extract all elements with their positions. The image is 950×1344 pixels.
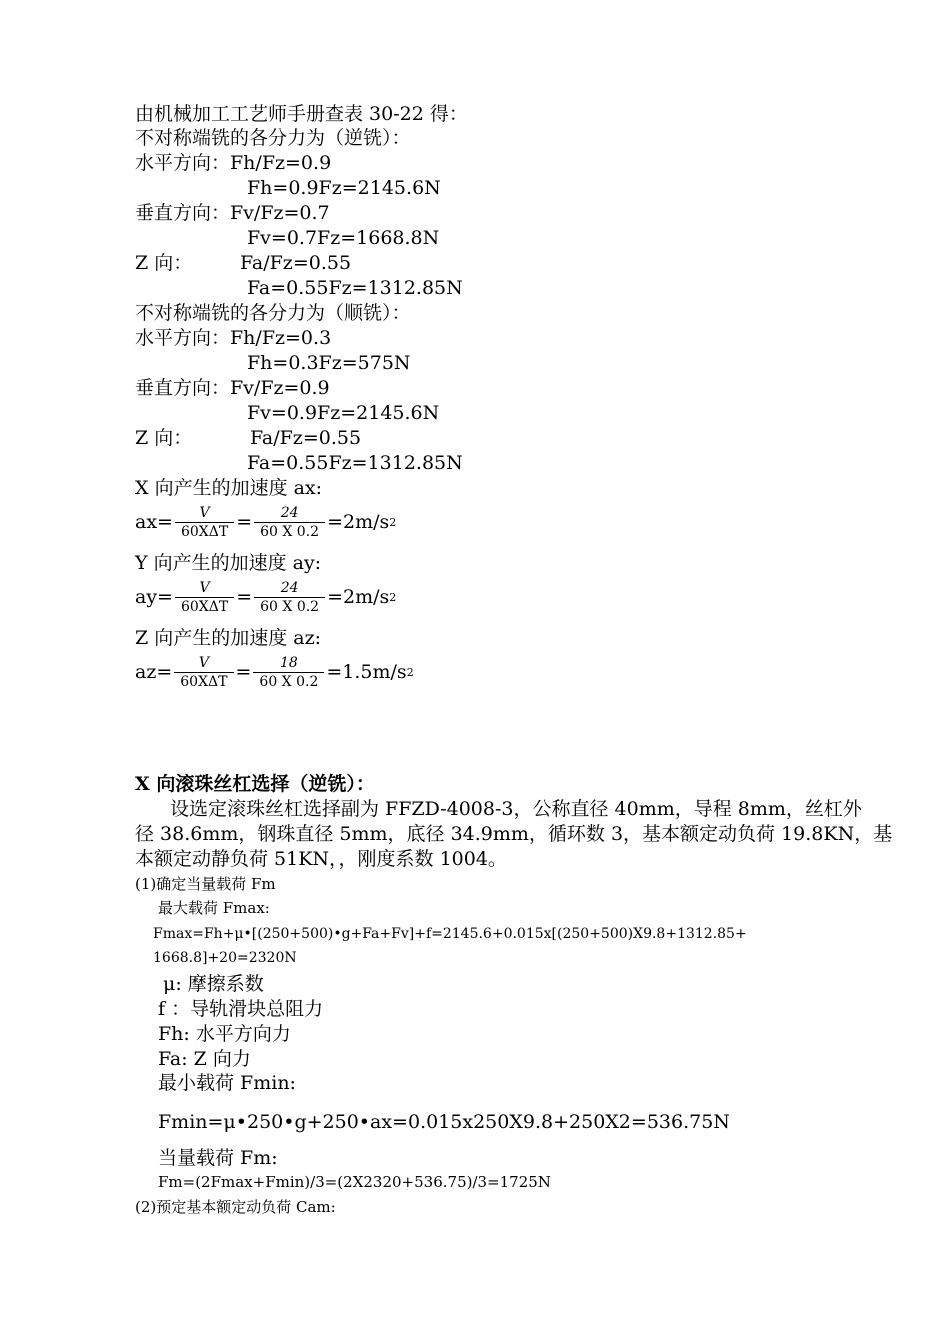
- text-line: 最小载荷 Fmin:: [158, 1072, 296, 1094]
- text-line: Fv=0.9Fz=2145.6N: [247, 402, 440, 424]
- eq-sign: =: [236, 586, 253, 608]
- formula-line: Fmax=Fh+μ•[(250+500)•g+Fa+Fv]+f=2145.6+0.015x[(250+500)X9.8+1312.85+: [153, 926, 747, 942]
- subsection-title: (2)预定基本额定动负荷 Cam:: [135, 1198, 336, 1216]
- text-line: Z 向：: [135, 252, 193, 274]
- formula-line: 1668.8]+20=2320N: [153, 950, 297, 966]
- equation-ay: [135, 573, 396, 621]
- paragraph-line: 本额定动静负荷 51KN，，刚度系数 1004。: [135, 848, 507, 870]
- exponent: 2: [389, 590, 397, 604]
- numerator: V: [175, 505, 234, 523]
- text-line: Fh=0.9Fz=2145.6N: [247, 177, 441, 199]
- numerator: 18: [253, 655, 324, 673]
- numerator: V: [174, 655, 233, 673]
- text-line: Fa=0.55Fz=1312.85N: [247, 452, 463, 474]
- eq-lhs: ay=: [135, 586, 173, 608]
- section-heading: X 向滚珠丝杠选择（逆铣）：: [135, 773, 375, 795]
- paragraph-line: 设选定滚珠丝杠选择副为 FFZD-4008-3，公称直径 40mm，导程 8mm，丝杠外: [170, 798, 862, 820]
- text-line: 垂直方向：Fv/Fz=0.9: [135, 377, 330, 399]
- eq-sign: =: [235, 661, 252, 683]
- fraction: [174, 655, 233, 690]
- fraction: [254, 580, 325, 615]
- denominator: 60XΔT: [180, 673, 228, 690]
- text-line: 水平方向：Fh/Fz=0.3: [135, 327, 332, 349]
- numerator: 24: [254, 505, 325, 523]
- fraction: [253, 655, 324, 690]
- text-line: Fh=0.3Fz=575N: [247, 352, 411, 374]
- text-line: Z 向产生的加速度 az:: [135, 627, 322, 649]
- exponent: 2: [389, 515, 397, 529]
- paragraph-line: 径 38.6mm，钢珠直径 5mm，底径 34.9mm，循环数 3，基本额定动负荷 19.8KN，基: [135, 823, 893, 845]
- eq-lhs: ax=: [135, 511, 173, 533]
- text-line: 当量载荷 Fm:: [158, 1147, 278, 1169]
- subsection-title: (1)确定当量载荷 Fm: [135, 875, 276, 893]
- numerator: 24: [254, 580, 325, 598]
- fraction: [175, 505, 234, 540]
- text-line: μ: 摩擦系数: [163, 973, 264, 995]
- denominator: 60 X 0.2: [259, 673, 319, 690]
- text-line: Y 向产生的加速度 ay:: [135, 552, 322, 574]
- text-line: X 向产生的加速度 ax:: [135, 477, 323, 499]
- text-line: 不对称端铣的各分力为（顺铣）：: [135, 302, 411, 324]
- denominator: 60XΔT: [180, 598, 229, 615]
- eq-lhs: az=: [135, 661, 173, 683]
- text-line: 由机械加工工艺师手册查表 30-22 得：: [135, 103, 468, 125]
- formula-line: Fm=(2Fmax+Fmin)/3=(2X2320+536.75)/3=1725N: [158, 1173, 551, 1191]
- denominator: 60 X 0.2: [260, 523, 320, 540]
- text-line: f ：导轨滑块总阻力: [158, 998, 324, 1020]
- eq-rhs: =2m/s: [327, 511, 390, 533]
- eq-sign: =: [236, 511, 253, 533]
- text-line: 最大载荷 Fmax:: [158, 899, 270, 917]
- text-line: Fh: 水平方向力: [158, 1023, 291, 1045]
- text-line: Z 向：: [135, 427, 193, 449]
- text-line: Fa: Z 向力: [158, 1048, 251, 1070]
- exponent: 2: [406, 665, 414, 679]
- eq-rhs: =2m/s: [327, 586, 390, 608]
- formula-line: Fmin=μ•250•g+250•ax=0.015x250X9.8+250X2=536.75N: [158, 1111, 730, 1133]
- denominator: 60XΔT: [180, 523, 229, 540]
- denominator: 60 X 0.2: [260, 598, 320, 615]
- equation-ax: [135, 498, 396, 546]
- numerator: V: [175, 580, 234, 598]
- text-line: 垂直方向：Fv/Fz=0.7: [135, 202, 330, 224]
- equation-az: [135, 648, 414, 696]
- fraction: [254, 505, 325, 540]
- text-line: Fa/Fz=0.55: [240, 252, 352, 274]
- text-line: Fv=0.7Fz=1668.8N: [247, 227, 440, 249]
- text-line: 水平方向：Fh/Fz=0.9: [135, 152, 332, 174]
- text-line: Fa/Fz=0.55: [250, 427, 362, 449]
- text-line: Fa=0.55Fz=1312.85N: [247, 277, 463, 299]
- text-line: 不对称端铣的各分力为（逆铣）：: [135, 127, 411, 149]
- eq-rhs: =1.5m/s: [326, 661, 407, 683]
- fraction: [175, 580, 234, 615]
